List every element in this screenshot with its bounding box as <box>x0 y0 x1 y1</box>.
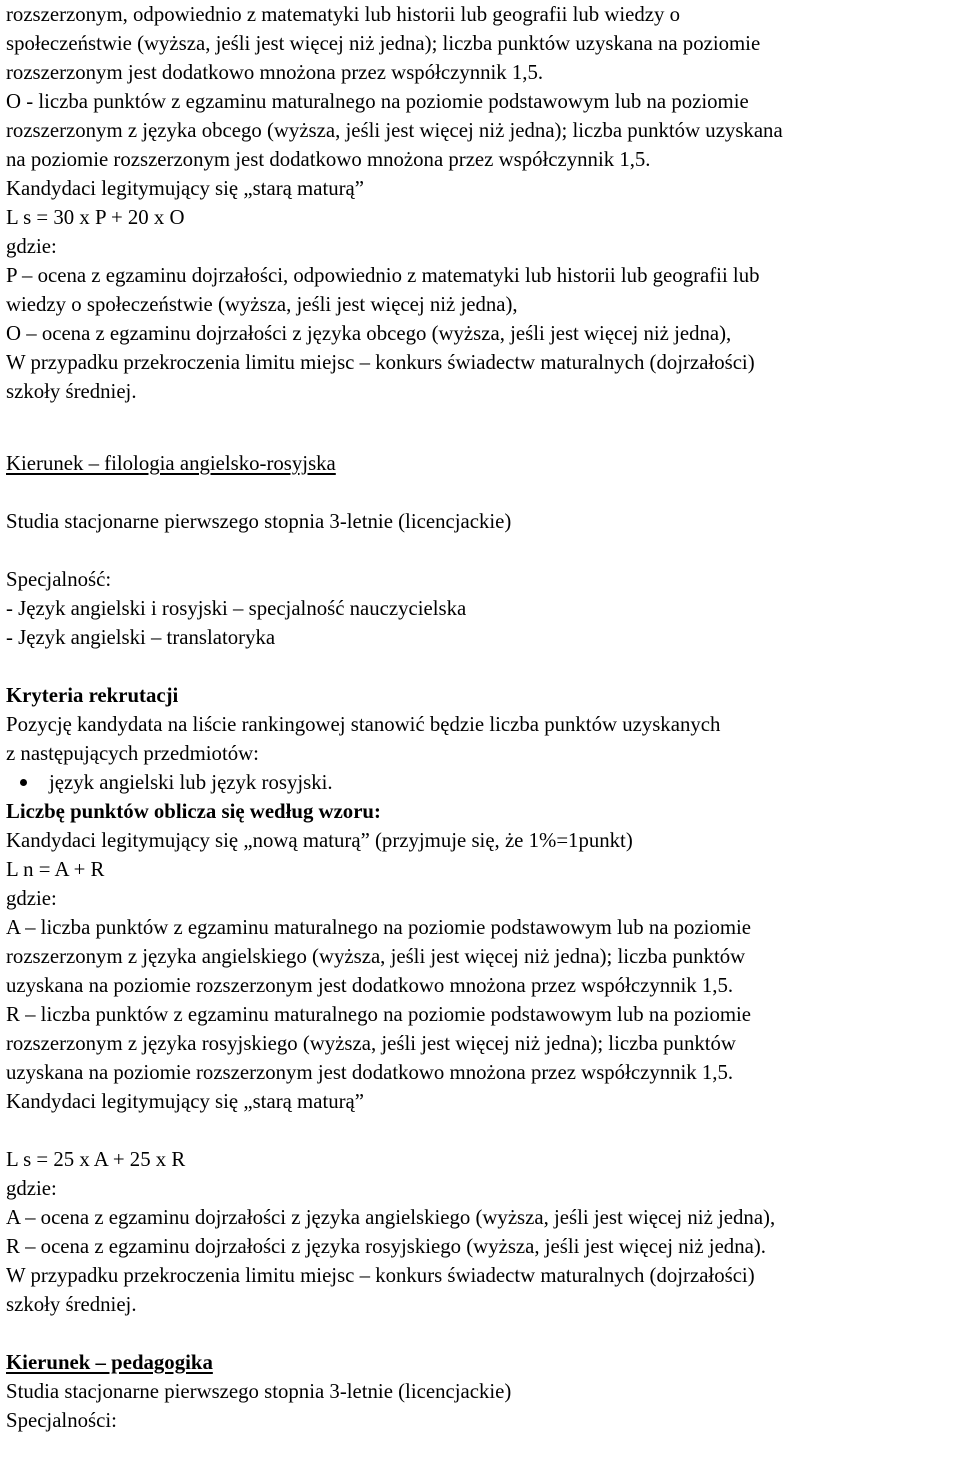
text-line: z następujących przedmiotów: <box>6 742 259 765</box>
bullet-icon <box>20 779 27 786</box>
text-line: Kandydaci legitymujący się „nową maturą” (przyjmuje się, że 1%=1punkt) <box>6 829 633 852</box>
text-line: W przypadku przekroczenia limitu miejsc – konkurs świadectw maturalnych (dojrzałości) <box>6 351 755 374</box>
specialty-item: - Język angielski – translatoryka <box>6 626 276 649</box>
section-pedagogika <box>6 1348 954 1435</box>
section-heading: Kierunek – pedagogika <box>6 1351 213 1374</box>
document-page <box>6 0 954 1435</box>
text-line: R – liczba punktów z egzaminu maturalnego na poziomie podstawowym lub na poziomie <box>6 1003 752 1026</box>
text-line: gdzie: <box>6 235 57 258</box>
text-line: społeczeństwie (wyższa, jeśli jest więcej niż jedna); liczba punktów uzyskana na poziomie <box>6 32 761 55</box>
text-line: A – ocena z egzaminu dojrzałości z języka angielskiego (wyższa, jeśli jest więcej niż jedna), <box>6 1206 776 1229</box>
formula-line: L s = 30 x P + 20 x O <box>6 206 185 229</box>
spacer <box>6 652 954 681</box>
text-line: gdzie: <box>6 887 57 910</box>
text-line: O – ocena z egzaminu dojrzałości z języka obcego (wyższa, jeśli jest więcej niż jedna), <box>6 322 732 345</box>
spacer <box>6 1116 954 1145</box>
text-line: rozszerzonym z języka angielskiego (wyższa, jeśli jest więcej niż jedna); liczba punktów <box>6 945 746 968</box>
section-heading: Kierunek – filologia angielsko-rosyjska <box>6 452 336 475</box>
text-line: rozszerzonym, odpowiednio z matematyki lub historii lub geografii lub wiedzy o <box>6 3 680 26</box>
text-line: Kandydaci legitymujący się „starą maturą” <box>6 1090 365 1113</box>
spacer <box>6 406 954 449</box>
text-line: wiedzy o społeczeństwie (wyższa, jeśli jest więcej niż jedna), <box>6 293 518 316</box>
formula-line: L s = 25 x A + 25 x R <box>6 1148 186 1171</box>
spacer <box>6 478 954 507</box>
text-line: gdzie: <box>6 1177 57 1200</box>
text-line: W przypadku przekroczenia limitu miejsc – konkurs świadectw maturalnych (dojrzałości) <box>6 1264 755 1287</box>
text-line: Kandydaci legitymujący się „starą maturą” <box>6 177 365 200</box>
criteria-heading: Kryteria rekrutacji <box>6 684 179 707</box>
text-line: O - liczba punktów z egzaminu maturalnego na poziomie podstawowym lub na poziomie <box>6 90 749 113</box>
text-line: P – ocena z egzaminu dojrzałości, odpowiednio z matematyki lub historii lub geografii lub <box>6 264 760 287</box>
text-line: Pozycję kandydata na liście rankingowej stanowić będzie liczba punktów uzyskanych <box>6 713 721 736</box>
bullet-item <box>6 768 954 797</box>
text-line: rozszerzonym jest dodatkowo mnożona przez współczynnik 1,5. <box>6 61 544 84</box>
text-line: R – ocena z egzaminu dojrzałości z języka rosyjskiego (wyższa, jeśli jest więcej niż jedna). <box>6 1235 766 1258</box>
text-line: na poziomie rozszerzonym jest dodatkowo mnożona przez współczynnik 1,5. <box>6 148 651 171</box>
spacer <box>6 1319 954 1348</box>
text-line: szkoły średniej. <box>6 1293 137 1316</box>
text-line: rozszerzonym z języka obcego (wyższa, jeśli jest więcej niż jedna); liczba punktów uzyskana <box>6 119 783 142</box>
formula-line: L n = A + R <box>6 858 105 881</box>
specialty-label: Specjalność: <box>6 568 112 591</box>
text-line: uzyskana na poziomie rozszerzonym jest dodatkowo mnożona przez współczynnik 1,5. <box>6 974 734 997</box>
specialty-label: Specjalności: <box>6 1409 117 1432</box>
studies-line: Studia stacjonarne pierwszego stopnia 3-letnie (licencjackie) <box>6 1380 512 1403</box>
specialty-item: - Język angielski i rosyjski – specjalność nauczycielska <box>6 597 467 620</box>
bullet-text: język angielski lub język rosyjski. <box>49 771 333 794</box>
text-line: szkoły średniej. <box>6 380 137 403</box>
text-line: rozszerzonym z języka rosyjskiego (wyższa, jeśli jest więcej niż jedna); liczba punktów <box>6 1032 736 1055</box>
section-filologia <box>6 449 954 1319</box>
text-line: A – liczba punktów z egzaminu maturalnego na poziomie podstawowym lub na poziomie <box>6 916 752 939</box>
studies-line: Studia stacjonarne pierwszego stopnia 3-letnie (licencjackie) <box>6 510 512 533</box>
text-line: uzyskana na poziomie rozszerzonym jest dodatkowo mnożona przez współczynnik 1,5. <box>6 1061 734 1084</box>
formula-heading: Liczbę punktów oblicza się według wzoru: <box>6 800 381 823</box>
intro-block <box>6 0 954 406</box>
spacer <box>6 536 954 565</box>
